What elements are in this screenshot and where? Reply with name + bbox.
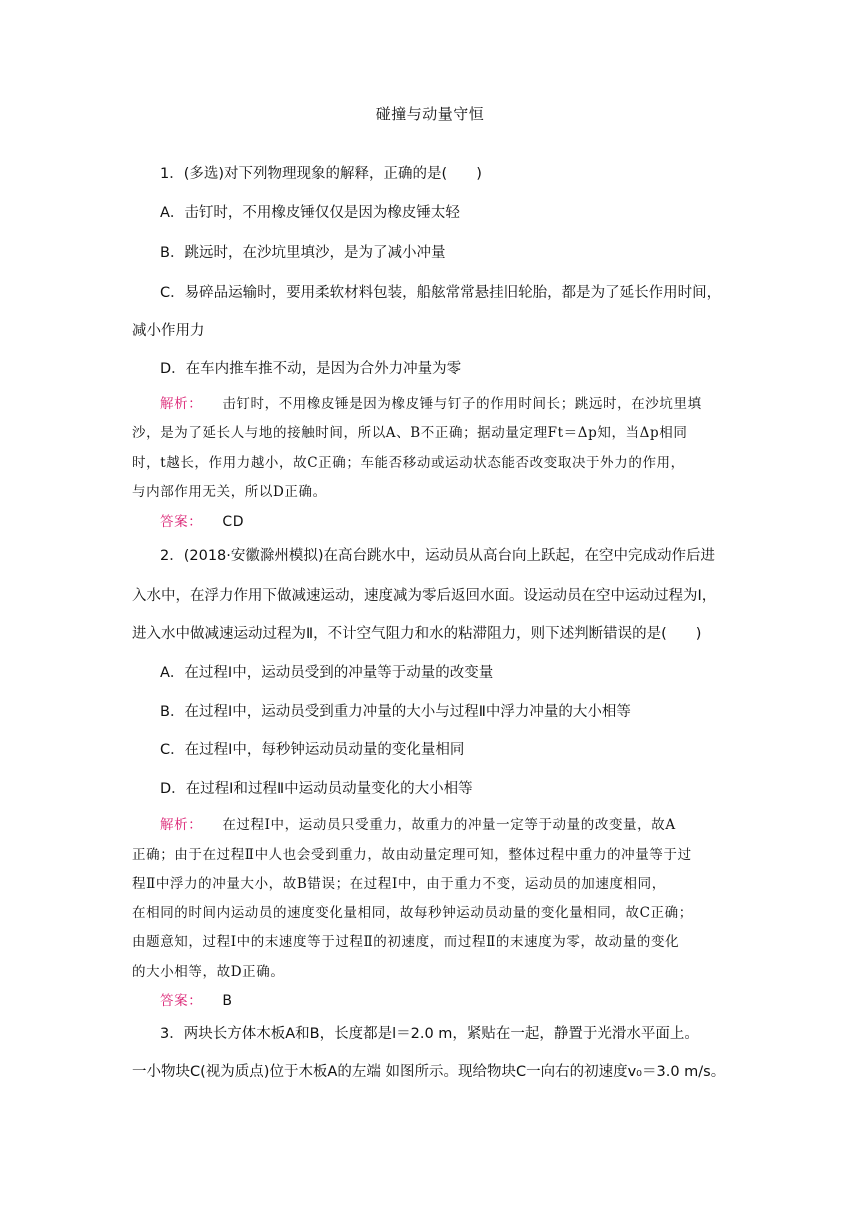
q2-analysis-line-3: 程Ⅱ中浮力的冲量大小，故B错误；在过程Ⅰ中，由于重力不变，运动员的加速度相同， (132, 876, 666, 892)
q2-option-c: C．在过程Ⅰ中，每秒钟运动员动量的变化量相同 (160, 742, 465, 758)
q1-answer-value: CD (222, 514, 245, 530)
q2-option-b: B．在过程Ⅰ中，运动员受到重力冲量的大小与过程Ⅱ中浮力冲量的大小相等 (160, 704, 631, 720)
q2-analysis-label: 解析： (160, 817, 203, 833)
q2-analysis-line-2: 正确；由于在过程Ⅱ中人也会受到重力，故由动量定理可知，整体过程中重力的冲量等于过 (132, 847, 692, 863)
q2-stem-line-2: 入水中，在浮力作用下做减速运动，速度减为零后返回水面。设运动员在空中运动过程为Ⅰ， (132, 588, 717, 604)
q1-stem: 1．(多选)对下列物理现象的解释，正确的是( ) (160, 166, 482, 182)
q2-stem-line-3: 进入水中做减速运动过程为Ⅱ，不计空气阻力和水的粘滞阻力，则下述判断错误的是( ) (132, 626, 702, 642)
q2-analysis-line-1: 解析： 在过程Ⅰ中，运动员只受重力，故重力的冲量一定等于动量的改变量，故A (160, 817, 676, 833)
q2-answer-value: B (222, 993, 233, 1009)
q1-analysis-line-1: 解析： 击钉时，不用橡皮锤是因为橡皮锤与钉子的作用时间长；跳远时，在沙坑里填 (160, 396, 702, 412)
q1-option-c: C．易碎品运输时，要用柔软材料包装，船舷常常悬挂旧轮胎，都是为了延长作用时间， (160, 285, 722, 301)
q2-option-a: A．在过程Ⅰ中，运动员受到的冲量等于动量的改变量 (160, 665, 494, 681)
q1-answer (160, 512, 244, 532)
q1-analysis-line-3: 时，t越长，作用力越小，故C正确；车能否移动或运动状态能否改变取决于外力的作用， (132, 455, 685, 471)
q2-answer-label: 答案： (160, 993, 203, 1009)
q2-analysis-line-4: 在相同的时间内运动员的速度变化量相同，故每秒钟运动员动量的变化量相同，故C正确； (132, 905, 693, 921)
q1-option-b: B．跳远时，在沙坑里填沙，是为了减小冲量 (160, 245, 446, 261)
document-title: 碰撞与动量守恒 (375, 105, 485, 123)
q2-stem-line-1: 2．(2018·安徽滁州模拟)在高台跳水中，运动员从高台向上跃起，在空中完成动作后进 (160, 548, 716, 564)
q1-option-c-continued: 减小作用力 (132, 323, 205, 339)
q1-option-a: A．击钉时，不用橡皮锤仅仅是因为橡皮锤太轻 (160, 205, 460, 221)
q2-analysis-line-6: 的大小相等，故D正确。 (132, 964, 285, 980)
q1-analysis-line-2: 沙，是为了延长人与地的接触时间，所以A、B不正确；据动量定理Ft＝Δp知，当Δp相同 (132, 425, 688, 441)
q3-stem-line-2: 一小物块C(视为质点)位于木板A的左端 如图所示。现给物块C一向右的初速度v₀＝3.0 m/s。 (132, 1064, 726, 1080)
q3-stem-line-1: 3．两块长方体木板A和B，长度都是l＝2.0 m，紧贴在一起，静置于光滑水平面上。 (160, 1026, 699, 1042)
q1-analysis-line-4: 与内部作用无关，所以D正确。 (132, 484, 327, 500)
q2-answer (160, 991, 233, 1011)
q1-analysis-label: 解析： (160, 396, 203, 412)
q2-option-d: D．在过程Ⅰ和过程Ⅱ中运动员动量变化的大小相等 (160, 781, 473, 797)
q1-option-d: D．在车内推车推不动，是因为合外力冲量为零 (160, 361, 462, 377)
q2-analysis-line-5: 由题意知，过程Ⅰ中的末速度等于过程Ⅱ的初速度，而过程Ⅱ的末速度为零，故动量的变化 (132, 934, 680, 950)
q1-answer-label: 答案： (160, 514, 203, 530)
